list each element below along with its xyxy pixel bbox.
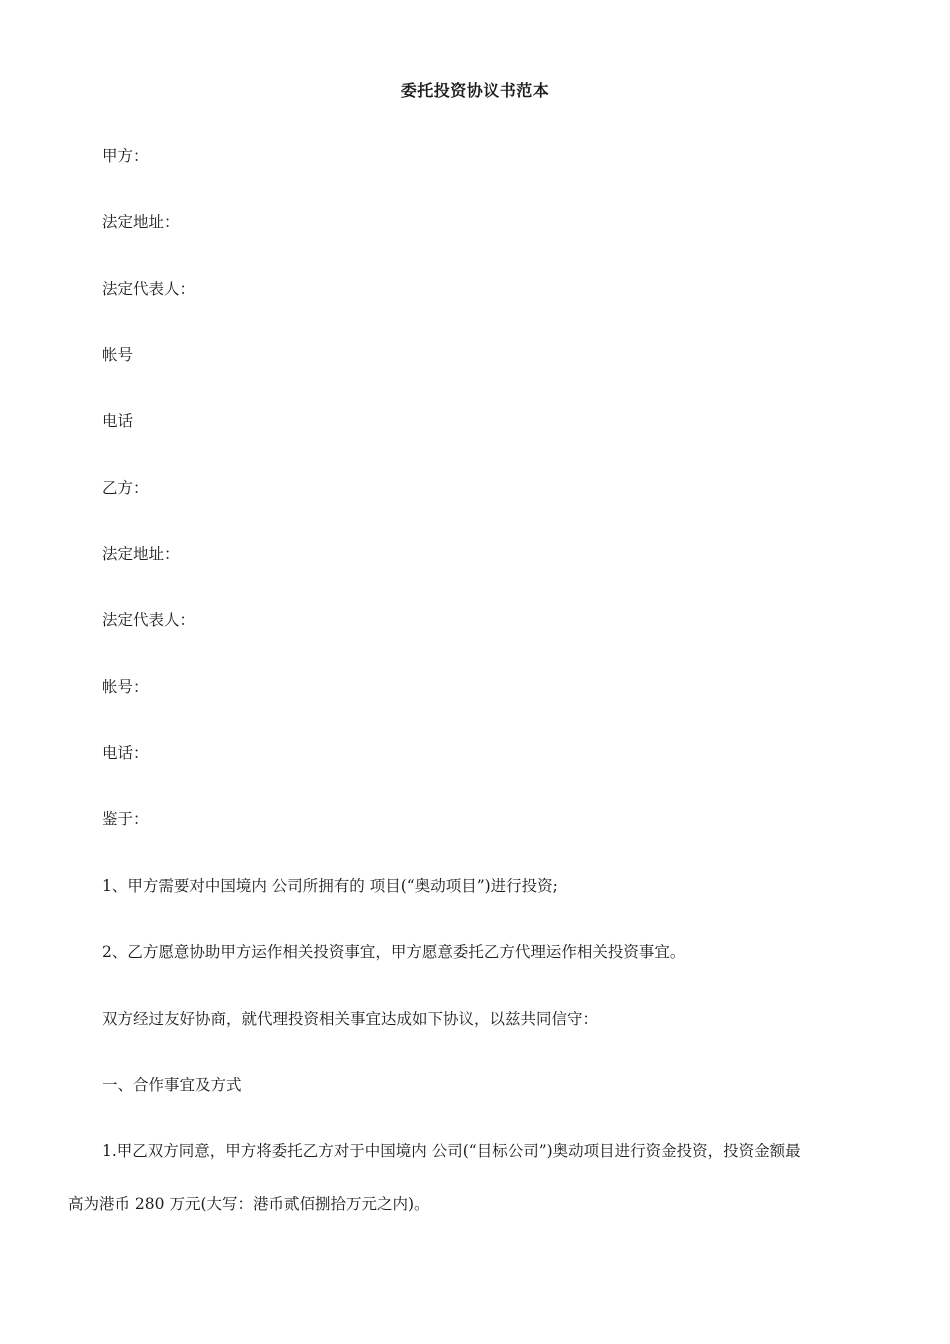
agreement-intro: 双方经过友好协商，就代理投资相关事宜达成如下协议，以兹共同信守：	[102, 1010, 599, 1028]
section-1-heading: 一、合作事宜及方式	[102, 1076, 242, 1094]
party-a-phone: 电话	[102, 412, 134, 430]
recital-2: 2、乙方愿意协助甲方运作相关投资事宜，甲方愿意委托乙方代理运作相关投资事宜。	[102, 943, 686, 961]
party-b-account: 帐号：	[102, 678, 149, 696]
party-a-account: 帐号	[102, 346, 134, 364]
party-a-label: 甲方：	[102, 147, 149, 165]
party-b-phone: 电话：	[102, 744, 149, 762]
party-a-representative: 法定代表人：	[102, 280, 196, 298]
whereas-label: 鉴于：	[102, 810, 149, 828]
clause-1-1-line-1: 1.甲乙双方同意，甲方将委托乙方对于中国境内 公司(“目标公司”)奥动项目进行资金投资，投资金额最	[102, 1142, 801, 1160]
clause-1-1	[68, 1139, 883, 1216]
document-title: 委托投资协议书范本	[400, 81, 550, 100]
clause-1-1-line-2: 高为港币 280 万元(大写：港币贰佰捌拾万元之内)。	[68, 1195, 430, 1213]
recital-1: 1、甲方需要对中国境内 公司所拥有的 项目(“奥动项目”)进行投资;	[102, 877, 558, 895]
party-b-label: 乙方：	[102, 479, 149, 497]
party-a-address: 法定地址：	[102, 213, 180, 231]
party-b-representative: 法定代表人：	[102, 611, 196, 629]
party-b-address: 法定地址：	[102, 545, 180, 563]
